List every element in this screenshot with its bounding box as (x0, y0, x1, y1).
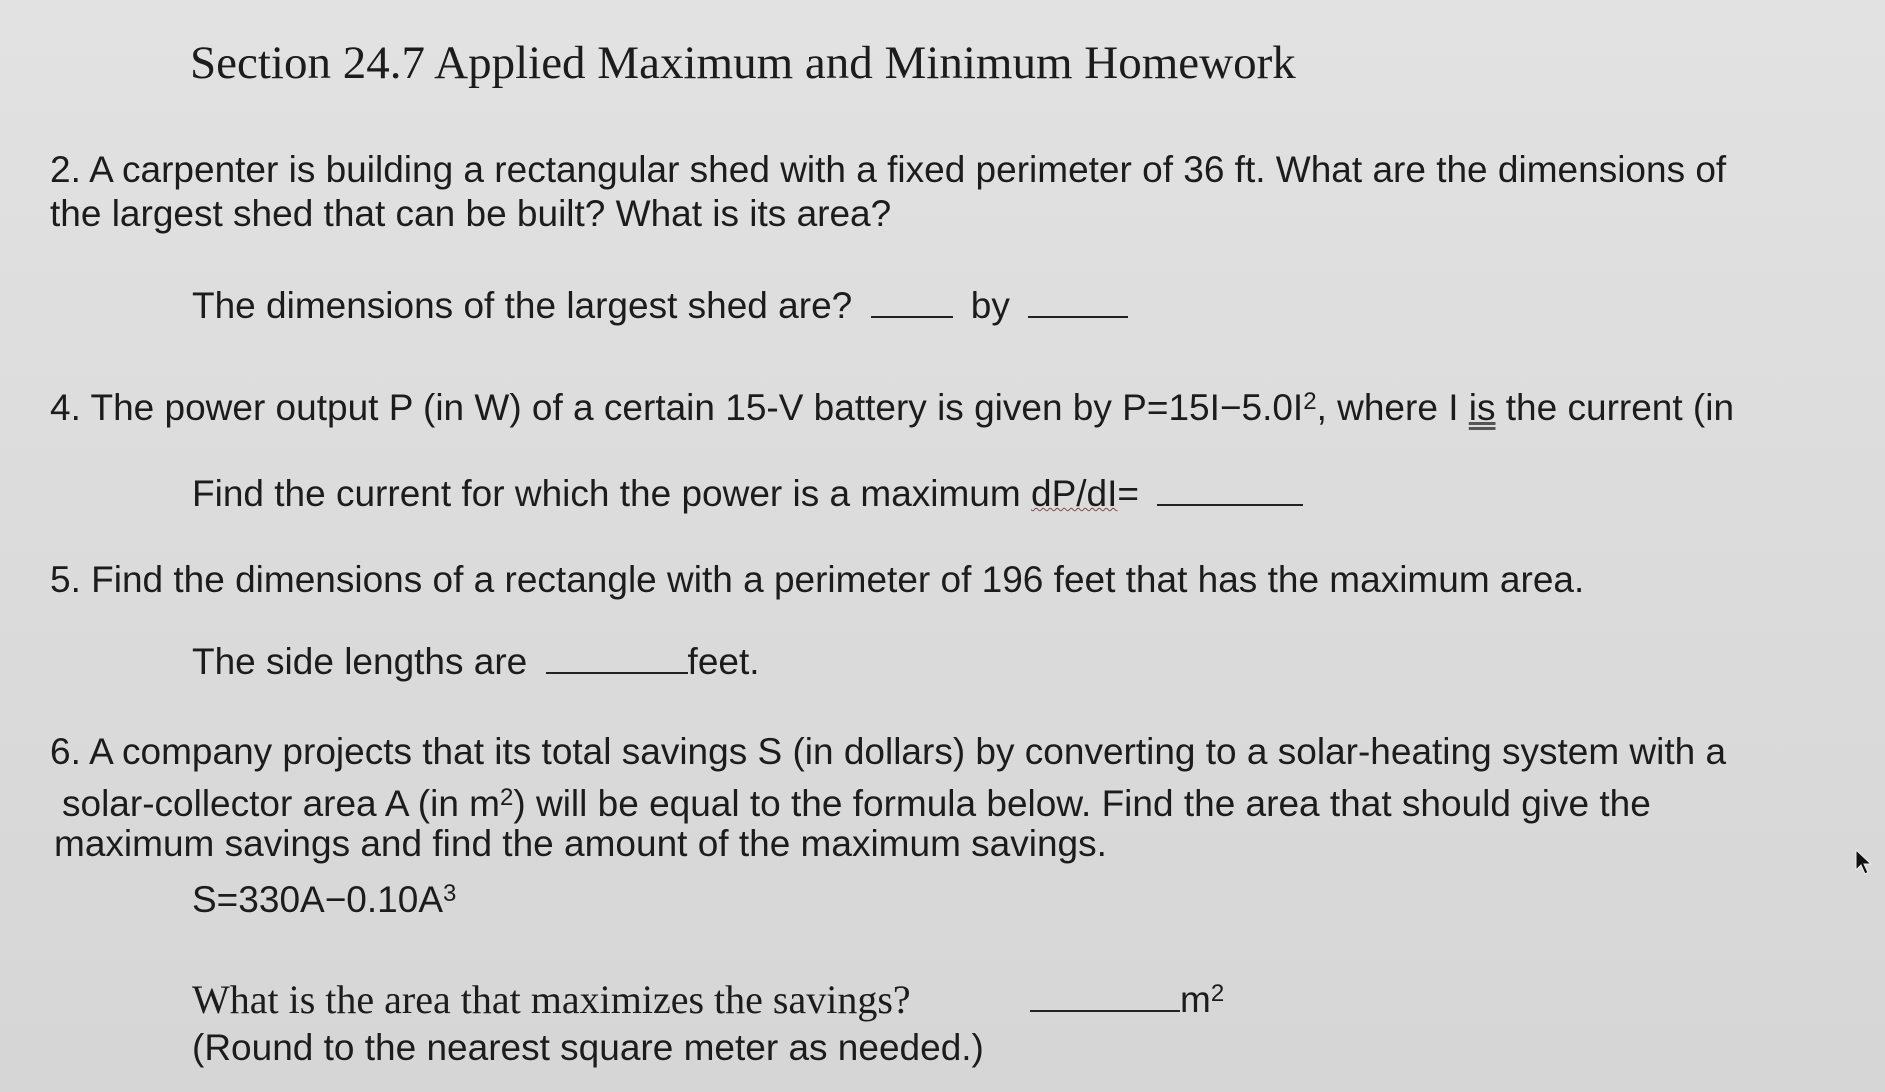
page-title: Section 24.7 Applied Maximum and Minimum Homework (190, 37, 1296, 89)
q4-prompt: Find the current for which the power is a maximum (192, 473, 1031, 514)
q6-answer-row (1030, 978, 1224, 1022)
q5-answer-row (192, 640, 760, 684)
q6-formula (192, 878, 456, 922)
q4-equals: = (1117, 473, 1140, 514)
q6-line2-pre: solar-collector area A (in m (62, 783, 501, 824)
q2-answer-row (192, 284, 1136, 328)
q6-unit-exponent: 2 (1210, 980, 1225, 1007)
q6-formula-exponent: 3 (443, 880, 457, 907)
q4-suffix: the current (in (1495, 387, 1735, 428)
q2-text-line2: the largest shed that can be built? What is its area? (50, 193, 892, 234)
q4-is-word: is (1468, 387, 1496, 428)
q4-text (50, 386, 1734, 430)
q5-prompt: The side lengths are (192, 641, 528, 682)
q6-rounding-note: (Round to the nearest square meter as needed.) (192, 1027, 984, 1068)
q4-derivative: dP/dI (1031, 473, 1118, 514)
q4-prefix: 4. The power output P (in W) of a certain 15-V battery is given by P=15I−5.0I (50, 387, 1304, 428)
q6-text-line2 (62, 782, 1651, 826)
mouse-cursor-icon (1854, 848, 1874, 876)
q2-text-line1: 2. A carpenter is building a rectangular shed with a fixed perimeter of 36 ft. What are the dimensions of (50, 149, 1727, 190)
q2-by-label: by (970, 285, 1010, 326)
q6-answer-field[interactable] (1030, 980, 1180, 1012)
q6-unit: m (1180, 979, 1211, 1020)
q6-text-line1: 6. A company projects that its total savings S (in dollars) by converting to a solar-heating system with a (50, 731, 1727, 772)
q2-prompt: The dimensions of the largest shed are? (192, 285, 853, 326)
q6-formula-text: S=330A−0.10A (192, 879, 443, 920)
q4-answer-row (192, 472, 1311, 516)
q4-answer-field[interactable] (1157, 474, 1303, 506)
q6-text-line3: maximum savings and find the amount of the maximum savings. (54, 823, 1107, 864)
q5-answer-field[interactable] (546, 642, 688, 674)
q4-exponent: 2 (1303, 388, 1317, 415)
q6-prompt: What is the area that maximizes the savings? (192, 977, 911, 1022)
q2-answer2-field[interactable] (1028, 286, 1128, 318)
q4-middle: , where I (1316, 387, 1469, 428)
q5-text: 5. Find the dimensions of a rectangle with a perimeter of 196 feet that has the maximum area. (50, 559, 1585, 600)
q5-unit: feet. (687, 641, 760, 682)
q6-line2-exponent: 2 (500, 784, 514, 811)
q2-answer1-field[interactable] (871, 286, 953, 318)
q6-line2-post: ) will be equal to the formula below. Find the area that should give the (513, 783, 1651, 824)
